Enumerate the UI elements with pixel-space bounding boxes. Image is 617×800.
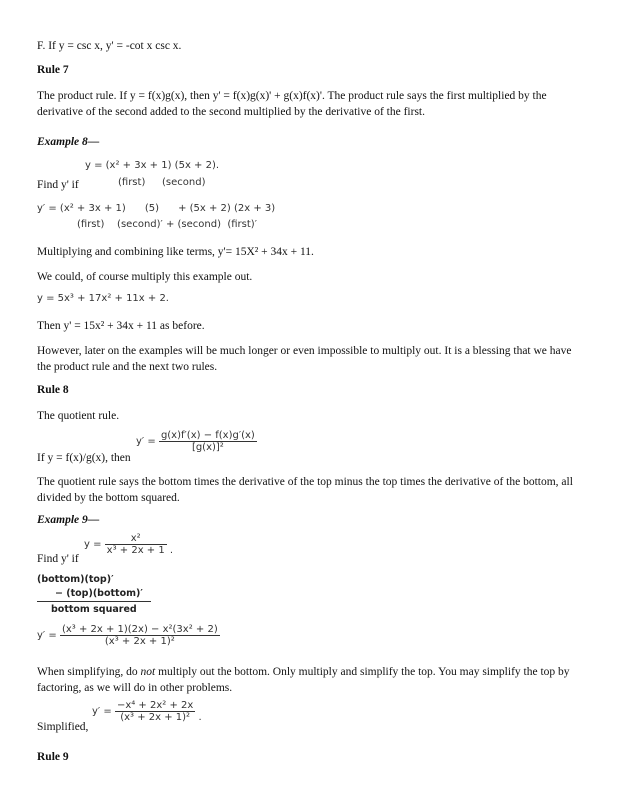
- example9-find-label: Find y' if: [37, 553, 79, 565]
- mnemonic-top-line1: (bottom)(top)′: [37, 574, 114, 585]
- quotient-rule-fraction: [159, 430, 257, 453]
- quotient-rule-lhs: y′ =: [136, 436, 156, 447]
- quotient-rule-formula: [136, 430, 257, 453]
- quotient-rule-numerator: g(x)f′(x) − f(x)g′(x): [160, 430, 255, 441]
- example9-simplified: [92, 700, 202, 723]
- quotient-rule-denominator: [g(x)]²: [191, 442, 224, 453]
- example9-equation-numerator: x²: [105, 533, 167, 545]
- example9-simplified-fraction: [115, 700, 195, 723]
- example8-second-label: (second): [162, 177, 206, 188]
- example9-simplified-denominator: (x³ + 2x + 1)²: [120, 712, 191, 723]
- example9-equation-period: .: [169, 545, 174, 556]
- example8-derivative: y′ = (x² + 3x + 1) (5) + (5x + 2) (2x + 3): [37, 203, 276, 214]
- rule8-heading: Rule 8: [37, 384, 69, 396]
- simplify-text-b: multiply out the bottom. Only multiply and simplify the top. You may simplify the top by factoring, as we will do in other problems.: [37, 666, 570, 694]
- rule9-heading: Rule 9: [37, 751, 69, 763]
- example9-equation-denominator: x³ + 2x + 1: [106, 545, 165, 556]
- simplify-text-a: When simplifying, do: [37, 666, 141, 678]
- example9-derivative-fraction: [60, 624, 220, 647]
- example9-equation-lhs: y =: [84, 539, 102, 550]
- rule7-text: The product rule. If y = f(x)g(x), then y' = f(x)g(x)' + g(x)f(x)'. The product rule says the first multiplied by the derivative of the second added to the second multiplied by the derivative of the first.: [37, 90, 547, 118]
- example8-first-label: (first): [118, 177, 146, 188]
- simplify-text-emphasis: not: [140, 666, 156, 678]
- example9-equation-fraction: [105, 533, 167, 556]
- example9-derivative-lhs: y′ =: [37, 630, 57, 641]
- example8-however-text: However, later on the examples will be much longer or even impossible to multiply out. It is a blessing that we have the product rule and the next two rules.: [37, 345, 572, 373]
- mnemonic-denominator: bottom squared: [37, 601, 151, 617]
- line-f: F. If y = csc x, y' = -cot x csc x.: [37, 40, 182, 52]
- example9-equation: [84, 533, 173, 556]
- example9-simplified-lhs: y′ =: [92, 706, 112, 717]
- example9-simplified-label: Simplified,: [37, 721, 89, 733]
- example9-simplified-numerator: −x⁴ + 2x² + 2x: [116, 700, 194, 711]
- rule7-heading: Rule 7: [37, 64, 69, 76]
- example9-derivative-numerator: (x³ + 2x + 1)(2x) − x²(3x² + 2): [61, 624, 218, 635]
- example8-derivative-labels: (first) (second)′ + (second) (first)′: [77, 219, 257, 230]
- rule8-if-text: If y = f(x)/g(x), then: [37, 452, 131, 464]
- example9-simplified-period: .: [198, 712, 202, 723]
- example8-expanded-equation: y = 5x³ + 17x² + 11x + 2.: [37, 293, 169, 304]
- mnemonic-fraction: [37, 573, 151, 617]
- rule8-subheading: The quotient rule.: [37, 410, 120, 422]
- rule8-explain-text: The quotient rule says the bottom times the derivative of the top minus the top times the derivative of the bottom, all divided by the bottom squared.: [37, 476, 573, 504]
- example8-equation: y = (x² + 3x + 1) (5x + 2).: [85, 160, 220, 171]
- example9-simplify-text: [37, 664, 580, 696]
- example8-then-text: Then y' = 15x² + 34x + 11 as before.: [37, 320, 205, 332]
- example8-find-label: Find y' if: [37, 179, 79, 191]
- mnemonic-top-line2: − (top)(bottom)′: [55, 588, 143, 599]
- example8-multiply-text: Multiplying and combining like terms, y'= 15X² + 34x + 11.: [37, 246, 314, 258]
- example9-derivative: [37, 624, 220, 647]
- example8-heading: Example 8—: [37, 136, 100, 148]
- example9-derivative-denominator: (x³ + 2x + 1)²: [104, 636, 175, 647]
- example9-heading: Example 9—: [37, 514, 100, 526]
- example8-could-text: We could, of course multiply this example out.: [37, 271, 253, 283]
